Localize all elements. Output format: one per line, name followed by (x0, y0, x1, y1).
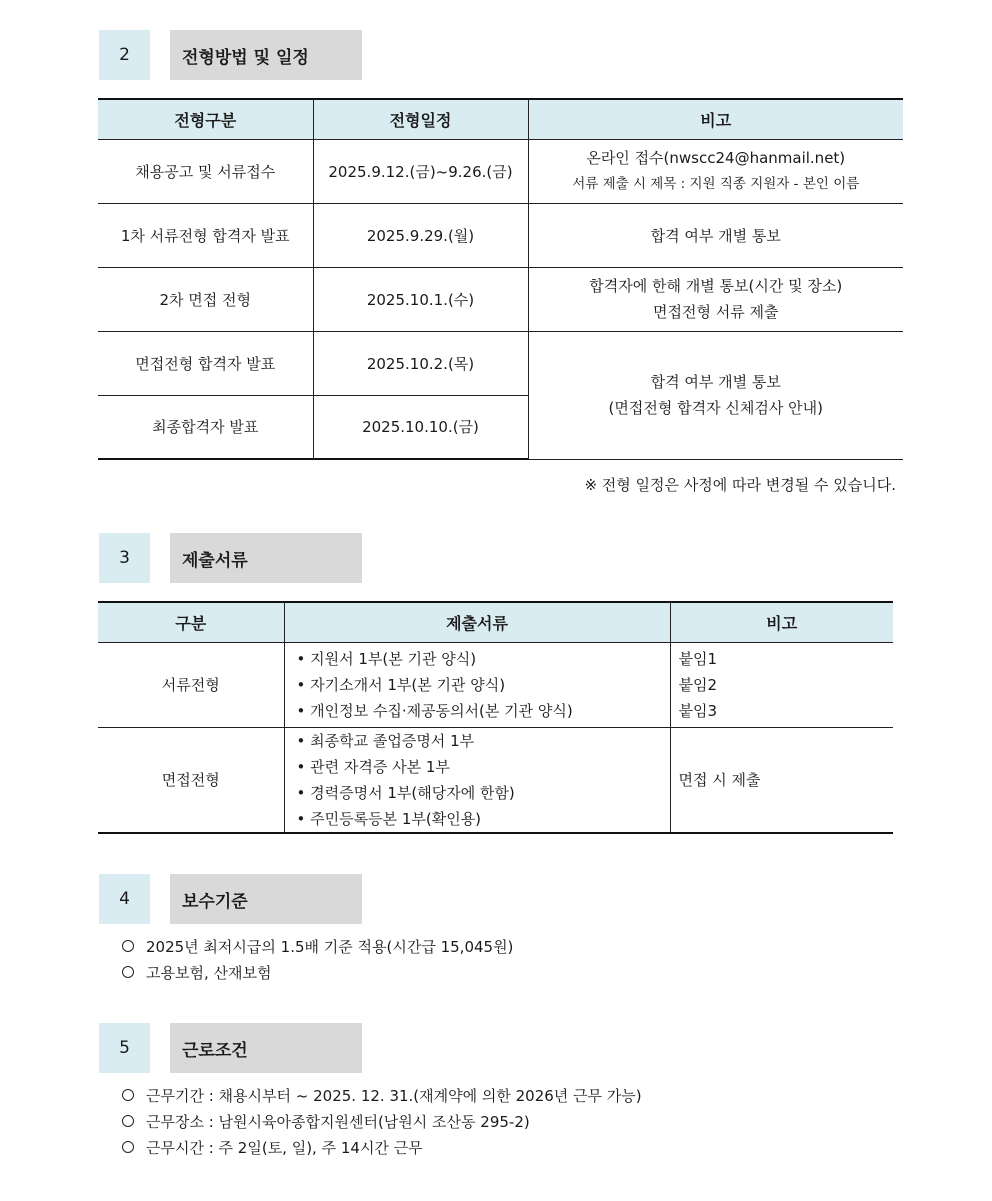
column-header: 비고 (528, 99, 903, 139)
date-cell: 2025.10.10.(금) (313, 395, 528, 459)
list-item (122, 1135, 642, 1161)
table-row (98, 642, 893, 727)
remark-item: 붙임2 (678, 675, 718, 694)
document-item: • 경력증명서 1부(해당자에 한함) (296, 783, 515, 802)
document-item: • 관련 자격증 사본 1부 (296, 757, 450, 776)
table-header-row (98, 602, 893, 642)
table-row (98, 203, 903, 267)
documents-cell (284, 727, 670, 833)
table-row (98, 267, 903, 331)
table-row (98, 727, 893, 833)
column-header: 제출서류 (284, 602, 670, 642)
remark-item: 붙임3 (678, 701, 718, 720)
note-cell (528, 139, 903, 203)
section-header-5 (99, 1023, 362, 1073)
column-header: 전형일정 (313, 99, 528, 139)
circle-bullet-icon (122, 1089, 134, 1101)
note-line: 서류 제출 시 제목 : 지원 직종 지원자 - 본인 이름 (572, 176, 860, 192)
section-header-3 (99, 533, 362, 583)
date-cell: 2025.10.2.(목) (313, 331, 528, 395)
column-header: 비고 (670, 602, 893, 642)
document-item: • 개인정보 수집·제공동의서(본 기관 양식) (296, 701, 573, 720)
table-row (98, 331, 903, 395)
circle-bullet-icon (122, 966, 134, 978)
stage-cell: 최종합격자 발표 (98, 395, 313, 459)
document-item: • 자기소개서 1부(본 기관 양식) (296, 675, 506, 694)
documents-table (98, 601, 893, 834)
circle-bullet-icon (122, 940, 134, 952)
section-number: 3 (99, 533, 150, 583)
list-item (122, 1083, 642, 1109)
note-cell (528, 331, 903, 459)
column-header: 구분 (98, 602, 284, 642)
note-line: 합격 여부 개별 통보 (650, 373, 781, 391)
remark-item: 붙임1 (678, 649, 718, 668)
documents-cell (284, 642, 670, 727)
note-line: 면접전형 서류 제출 (653, 303, 779, 321)
conditions-list (122, 1083, 642, 1161)
remarks-cell: 면접 시 제출 (670, 727, 893, 833)
schedule-footnote: ※ 전형 일정은 사정에 따라 변경될 수 있습니다. (584, 476, 896, 494)
list-item-text: 근무기간 : 채용시부터 ~ 2025. 12. 31.(재계약에 의한 2026년 근무 가능) (146, 1087, 642, 1105)
list-item-text: 고용보험, 산재보험 (146, 964, 272, 982)
document-item: • 지원서 1부(본 기관 양식) (296, 649, 477, 668)
document-item: • 주민등록등본 1부(확인용) (296, 809, 482, 828)
document-item: • 최종학교 졸업증명서 1부 (296, 731, 475, 750)
circle-bullet-icon (122, 1115, 134, 1127)
category-cell: 면접전형 (98, 727, 284, 833)
schedule-table (98, 98, 903, 460)
date-cell: 2025.10.1.(수) (313, 267, 528, 331)
list-item (122, 934, 513, 960)
date-cell: 2025.9.12.(금)~9.26.(금) (313, 139, 528, 203)
section-number: 5 (99, 1023, 150, 1073)
pay-list (122, 934, 513, 986)
list-item-text: 근무시간 : 주 2일(토, 일), 주 14시간 근무 (146, 1139, 423, 1157)
note-line: (면접전형 합격자 신체검사 안내) (608, 399, 823, 417)
section-title: 전형방법 및 일정 (170, 30, 362, 80)
section-title: 제출서류 (170, 533, 362, 583)
table-header-row (98, 99, 903, 139)
section-number: 2 (99, 30, 150, 80)
circle-bullet-icon (122, 1141, 134, 1153)
section-header-2 (99, 30, 362, 80)
section-title: 보수기준 (170, 874, 362, 924)
section-title: 근로조건 (170, 1023, 362, 1073)
category-cell: 서류전형 (98, 642, 284, 727)
remarks-cell (670, 642, 893, 727)
list-item (122, 1109, 642, 1135)
section-number: 4 (99, 874, 150, 924)
column-header: 전형구분 (98, 99, 313, 139)
stage-cell: 2차 면접 전형 (98, 267, 313, 331)
date-cell: 2025.9.29.(월) (313, 203, 528, 267)
note-cell: 합격 여부 개별 통보 (528, 203, 903, 267)
note-line: 합격자에 한해 개별 통보(시간 및 장소) (589, 277, 843, 295)
list-item (122, 960, 513, 986)
stage-cell: 면접전형 합격자 발표 (98, 331, 313, 395)
stage-cell: 1차 서류전형 합격자 발표 (98, 203, 313, 267)
stage-cell: 채용공고 및 서류접수 (98, 139, 313, 203)
list-item-text: 2025년 최저시급의 1.5배 기준 적용(시간급 15,045원) (146, 938, 514, 956)
table-row (98, 139, 903, 203)
section-header-4 (99, 874, 362, 924)
list-item-text: 근무장소 : 남원시육아종합지원센터(남원시 조산동 295-2) (146, 1113, 530, 1131)
note-cell (528, 267, 903, 331)
note-line: 온라인 접수(nwscc24@hanmail.net) (586, 149, 846, 167)
